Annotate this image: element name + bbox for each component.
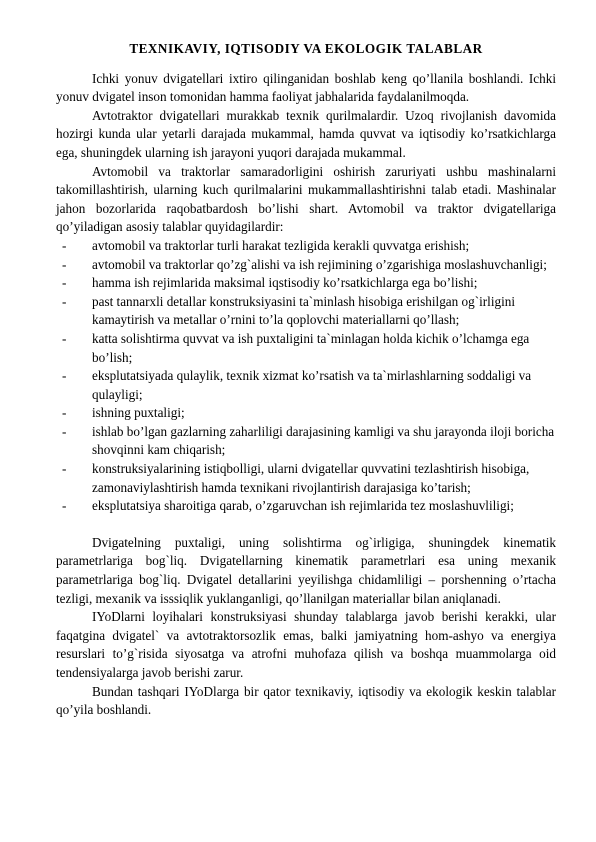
list-item-text: ishning puxtaligi;	[92, 405, 185, 421]
list-item-text: avtomobil va traktorlar qo’zg`alishi va ish rejimining o’zgarishiga moslashuvchanligi;	[92, 256, 547, 272]
list-item-text: eksplutatsiyada qulaylik, texnik xizmat ko’rsatish va ta`mirlashlarning soddaligi va qulayligi;	[92, 368, 532, 402]
list-dash: -	[62, 293, 67, 309]
paragraph-engines: Avtotraktor dvigatellari murakkab texnik qurilmalardir. Uzoq rivojlanish davomida hozirgi kunda ular yetarli darajada mukammal, hamda quvvat va iqtisodiy ko’rsatkichlarga ega, shuningdek ularning ish jarayoni yuqori darajada mukammal.	[56, 107, 556, 160]
list-dash: -	[62, 368, 67, 384]
paragraph-design: IYoDlarni loyihalari konstruksiyasi shunday talablarga javob berishi kerakki, ular faqatgina dvigatel` va avtotraktorsozlik emas, balki jamiyatning hom-ashyo va energiya resurslari to’g`risida siyosatga va atrofni muhofaza qilish va boshqa muammolarga oid tendensiyalarga javob berishi zarur.	[56, 609, 556, 680]
list-item-text: avtomobil va traktorlar turli harakat tezligida kerakli quvvatga erishish;	[92, 237, 470, 253]
list-item	[56, 330, 556, 367]
list-item-text: katta solishtirma quvvat va ish puxtaligini ta`minlagan holda kichik o’lchamga ega bo’lish;	[92, 330, 530, 365]
requirements-list	[56, 237, 556, 516]
paragraph-intro: Ichki yonuv dvigatellari ixtiro qilinganidan boshlab keng qo’llanila boshlandi. Ichki yonuv dvigatel inson tomonidan hamma faoliyat jabhalarida faydalanilmoqda.	[56, 70, 556, 105]
list-dash: -	[62, 405, 67, 421]
list-item	[56, 497, 556, 516]
list-dash: -	[62, 461, 67, 477]
paragraph-requirements-intro: Avtomobil va traktorlar samaradorligini oshirish zaruriyati ushbu mashinalarni takomillashtirish, ularning kuch qurilmalarini mukammallashtirishni talab etadi. Mashinalar jahon bozorlarida raqobatbardosh bo’lishi shart. Avtomobil va traktor dvigatellariga qo’yiladigan asosiy talablar quyidagilardir:	[56, 163, 556, 235]
list-dash: -	[62, 256, 67, 272]
list-dash: -	[62, 237, 67, 253]
list-item-text: past tannarxli detallar konstruksiyasini ta`minlash hisobiga erishilgan og`irligini kamaytirish va metallar o’rnini to’la qoplovchi materiallarni qo’llash;	[92, 293, 516, 328]
list-item-text: hamma ish rejimlarida maksimal iqstisodiy ko’rsatkichlarga ega bo’lishi;	[92, 275, 478, 291]
list-item	[56, 237, 556, 256]
paragraph-conclusion: Bundan tashqari IYoDlarga bir qator texnikaviy, iqtisodiy va ekologik keskin talablar qo’yila boshlandi.	[56, 683, 556, 718]
list-dash: -	[62, 275, 67, 291]
list-dash: -	[62, 330, 67, 346]
list-item	[56, 293, 556, 330]
list-item-text: ishlab bo’lgan gazlarning zaharliligi darajasining kamligi va shu jarayonda iloji boricha shovqinni kam chiqarish;	[92, 423, 555, 458]
list-dash: -	[62, 498, 67, 514]
list-item	[56, 460, 556, 497]
document-page	[56, 40, 556, 720]
list-item	[56, 404, 556, 423]
list-item	[56, 367, 556, 404]
paragraph-reliability: Dvigatelning puxtaligi, uning solishtirma og`irligiga, shuningdek kinematik parametrlariga bog`liq. Dvigatellarning kinematik parametrlari esa uning mexanik parametrlariga bog`liq. Dvigatel detallarini yeyilishga chidamliligi – porshenning o’rtacha tezligi, mexanik va isssiqlik yuklanganligi, qo’llanilgan materiallar bilan aniqlanadi.	[56, 534, 556, 606]
list-item	[56, 256, 556, 275]
list-item	[56, 274, 556, 293]
list-item-text: eksplutatsiya sharoitiga qarab, o’zgaruvchan ish rejimlarida tez moslashuvliligi;	[92, 498, 514, 514]
list-item	[56, 423, 556, 460]
list-dash: -	[62, 423, 67, 439]
list-item-text: konstruksiyalarining istiqbolligi, ularni dvigatellar quvvatini tezlashtirish hisobiga, zamonaviylashtirish hamda texnikani rivojlantirish darajasiga ko’tarish;	[92, 461, 530, 495]
page-title: TEXNIKAVIY, IQTISODIY VA EKOLOGIK TALABLAR	[129, 41, 483, 56]
section-gap	[56, 516, 556, 534]
